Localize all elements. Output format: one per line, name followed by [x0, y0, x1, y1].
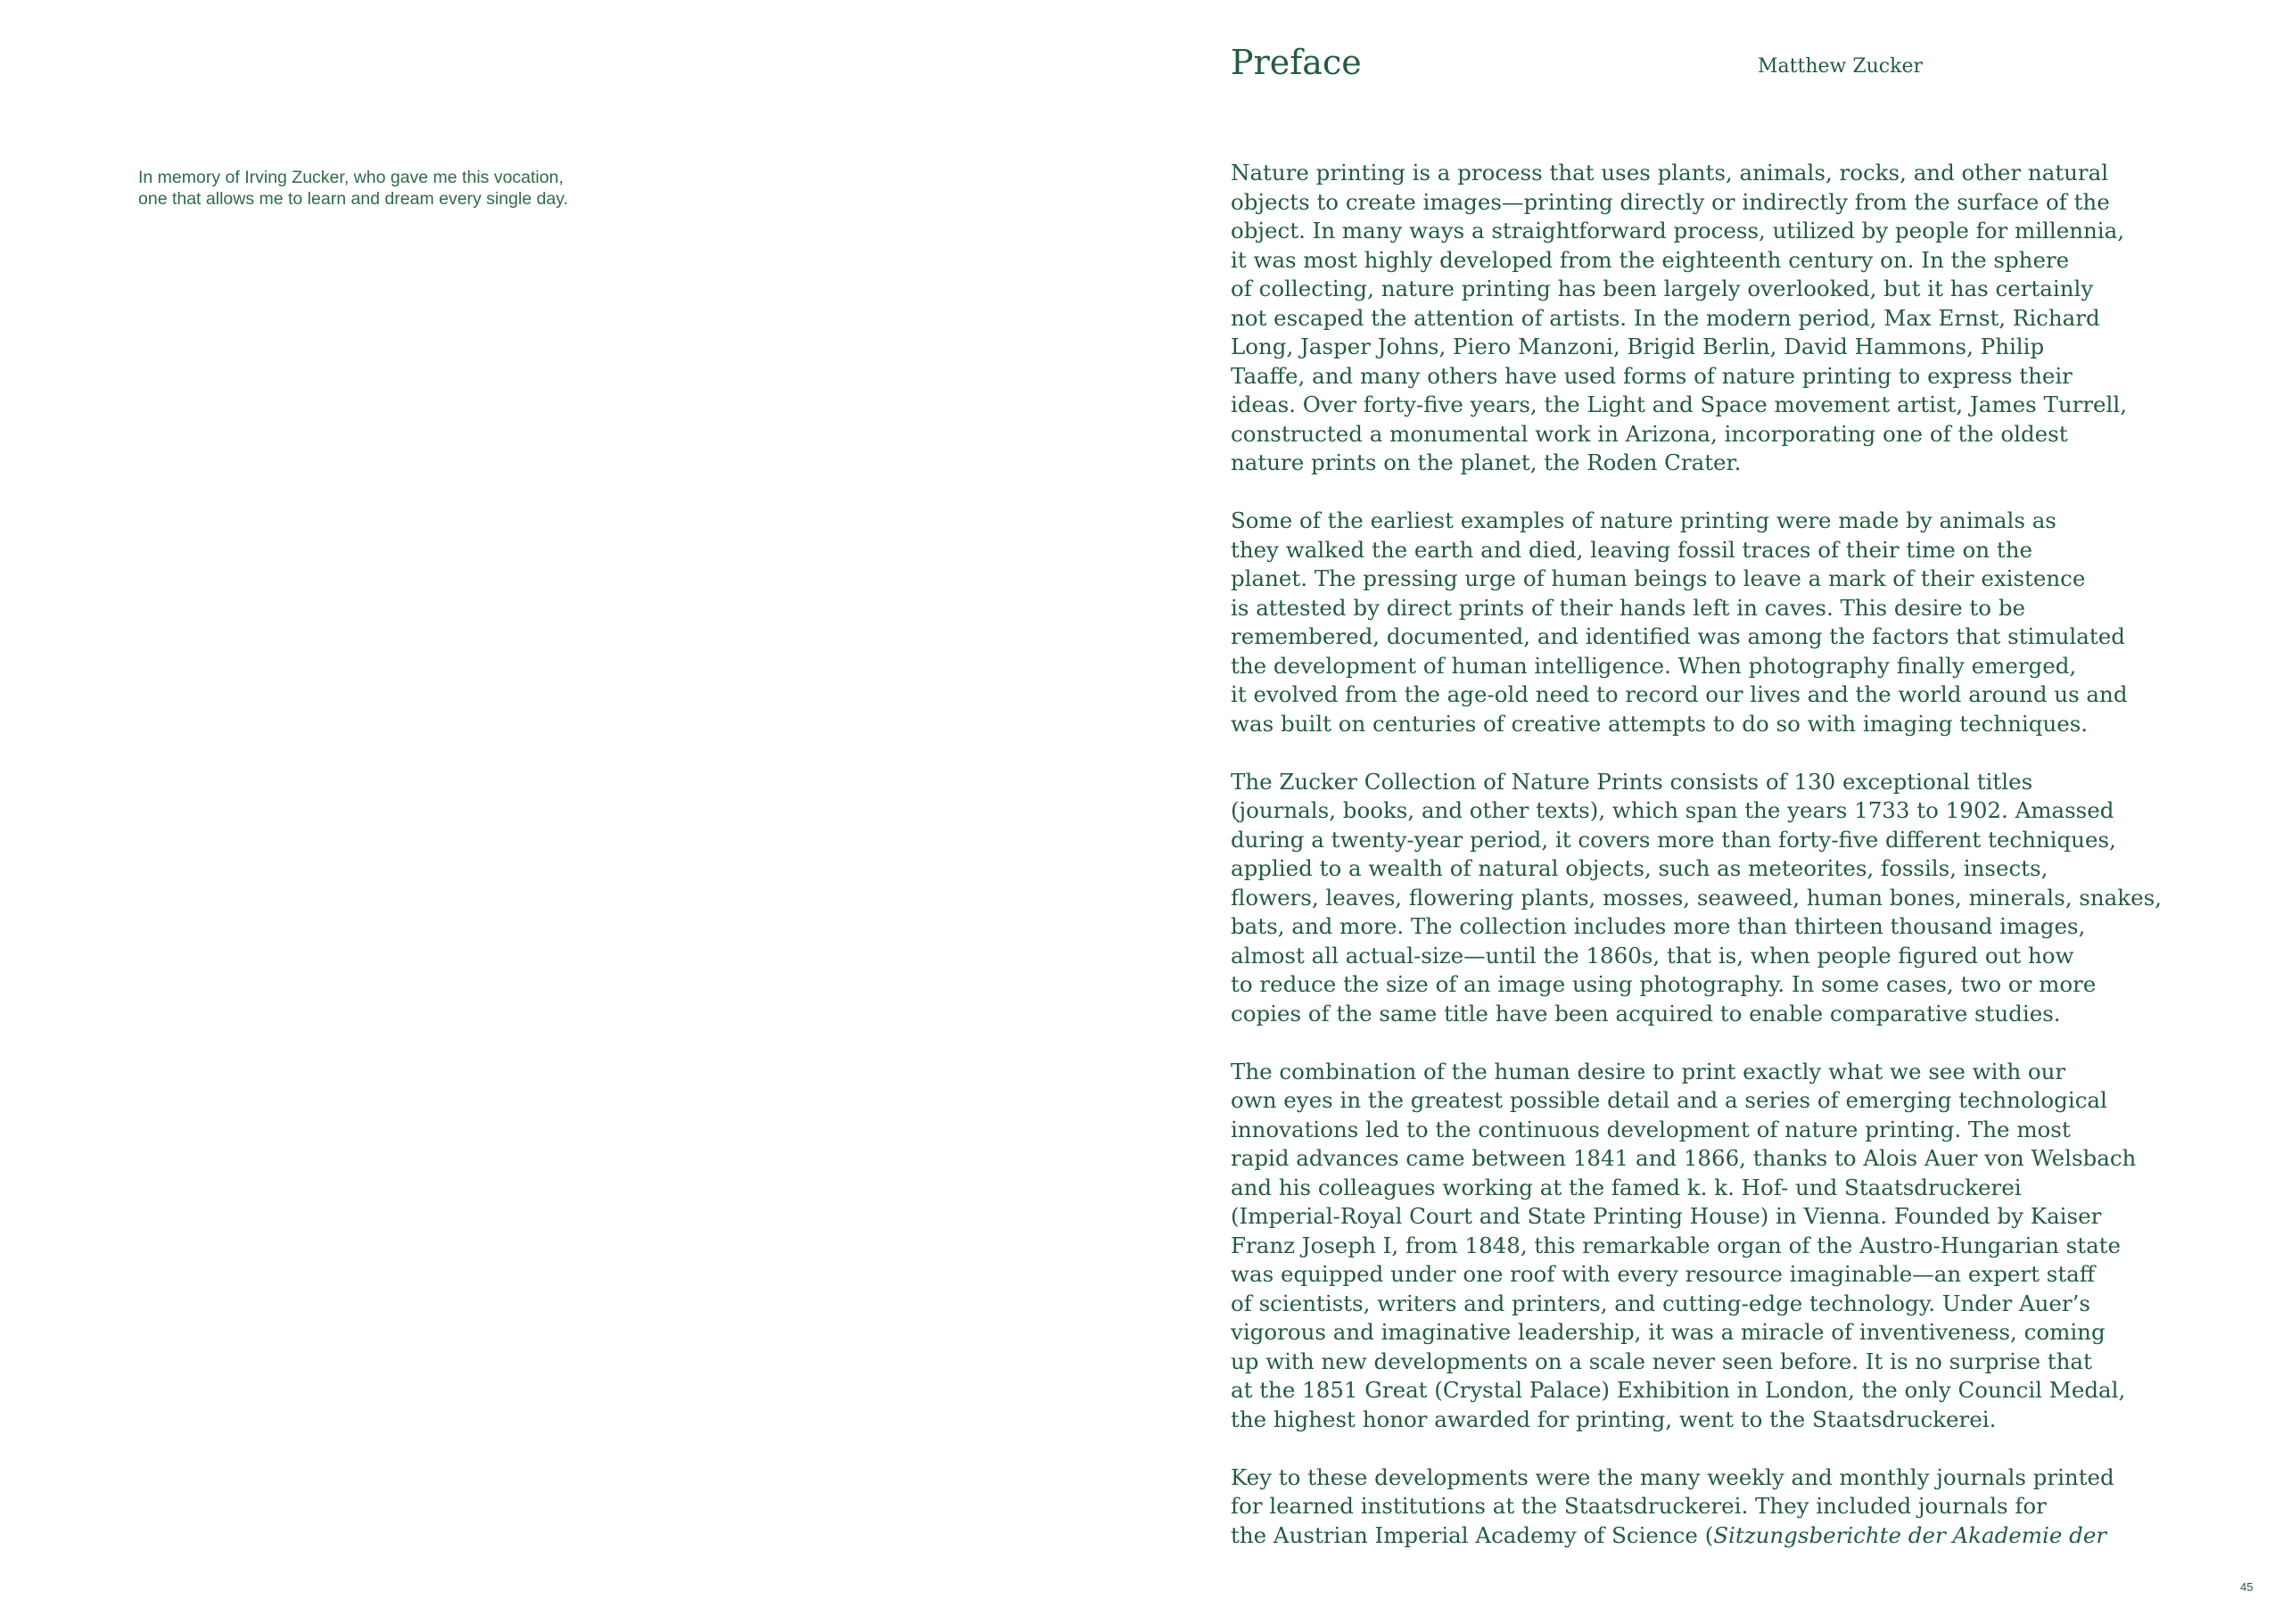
text-line: flowers, leaves, flowering plants, mosses, seaweed, human bones, minerals, snakes, [1231, 884, 2162, 911]
text-line: (Imperial-Royal Court and State Printing House) in Vienna. Founded by Kaiser [1231, 1203, 2102, 1229]
text-line: it evolved from the age-old need to record our lives and the world around us and [1231, 681, 2128, 707]
text-line: Franz Joseph I, from 1848, this remarkable organ of the Austro-Hungarian state [1231, 1232, 2122, 1258]
text-line: at the 1851 Great (Crystal Palace) Exhibition in London, the only Council Medal, [1231, 1377, 2126, 1403]
text-line: rapid advances came between 1841 and 1866, thanks to Alois Auer von Welsbach [1231, 1145, 2137, 1171]
text-line: own eyes in the greatest possible detail and a series of emerging technological [1231, 1087, 2107, 1113]
text-line: Nature printing is a process that uses plants, animals, rocks, and other natural [1231, 160, 2109, 185]
text-line: Long, Jasper Johns, Piero Manzoni, Brigid Berlin, David Hammons, Philip [1231, 334, 2045, 359]
text-line: ideas. Over forty-five years, the Light and Space movement artist, James Turrell, [1231, 392, 2128, 417]
paragraph-3 [1231, 768, 2162, 1029]
text-line: nature prints on the planet, the Roden Crater. [1231, 449, 1742, 475]
page-title: Preface [1231, 43, 1362, 82]
text-line: Taaffe, and many others have used forms of nature printing to express their [1231, 362, 2073, 389]
text-line: the development of human intelligence. When photography finally emerged, [1231, 652, 2077, 679]
text-line: is attested by direct prints of their hands left in caves. This desire to be [1231, 594, 2025, 621]
text-line: The combination of the human desire to print exactly what we see with our [1231, 1058, 2066, 1084]
text-line: innovations led to the continuous development of nature printing. The most [1231, 1116, 2071, 1142]
paragraph-1 [1231, 159, 2128, 478]
text-line: not escaped the attention of artists. In the modern period, Max Ernst, Richard [1231, 304, 2100, 331]
text-line: was built on centuries of creative attempts to do so with imaging techniques. [1231, 710, 2089, 737]
text-line: object. In many ways a straightforward process, utilized by people for millennia, [1231, 218, 2124, 243]
text-line: planet. The pressing urge of human beings to leave a mark of their existence [1231, 565, 2086, 591]
text-line: almost all actual-size—until the 1860s, that is, when people figured out how [1231, 942, 2074, 969]
paragraph-2 [1231, 507, 2128, 738]
text-line: objects to create images—printing directly or indirectly from the surface of the [1231, 188, 2110, 215]
text-line: the highest honor awarded for printing, went to the Staatsdruckerei. [1231, 1406, 1997, 1432]
text-line: it was most highly developed from the eighteenth century on. In the sphere [1231, 246, 2070, 273]
text-line: remembered, documented, and identified was among the factors that stimulated [1231, 623, 2125, 649]
journal-title-italic: Sitzungsberichte der Akademie der [1713, 1521, 2107, 1548]
text-line-prefix: the Austrian Imperial Academy of Science ( [1231, 1521, 1714, 1548]
text-line: during a twenty-year period, it covers more than forty-five different techniques, [1231, 826, 2116, 853]
paragraph-4 [1231, 1058, 2137, 1435]
text-line: bats, and more. The collection includes more than thirteen thousand images, [1231, 913, 2086, 939]
text-line: applied to a wealth of natural objects, such as meteorites, fossils, insects, [1231, 855, 2048, 881]
page-number: 45 [2240, 1580, 2254, 1594]
dedication [138, 167, 602, 210]
text-line: vigorous and imaginative leadership, it was a miracle of inventiveness, coming [1231, 1319, 2106, 1345]
paragraph-5 [1231, 1463, 2122, 1551]
text-line: constructed a monumental work in Arizona, incorporating one of the oldest [1231, 420, 2068, 447]
text-line: copies of the same title have been acquired to enable comparative studies. [1231, 1000, 2061, 1026]
dedication-line: In memory of Irving Zucker, who gave me this vocation, [138, 168, 564, 187]
text-line: for learned institutions at the Staatsdruckerei. They included journals for [1231, 1493, 2047, 1519]
text-line [1231, 1521, 2122, 1551]
text-line: The Zucker Collection of Nature Prints consists of 130 exceptional titles [1231, 768, 2033, 795]
text-line: was equipped under one roof with every resource imaginable—an expert staff [1231, 1261, 2096, 1287]
text-line: they walked the earth and died, leaving fossil traces of their time on the [1231, 536, 2032, 563]
text-line: Some of the earliest examples of nature printing were made by animals as [1231, 507, 2056, 533]
text-line: up with new developments on a scale never seen before. It is no surprise that [1231, 1348, 2092, 1374]
text-line: of scientists, writers and printers, and cutting-edge technology. Under Auer’s [1231, 1290, 2091, 1316]
text-line: Key to these developments were the many weekly and monthly journals printed [1231, 1463, 2114, 1490]
text-line: (journals, books, and other texts), which span the years 1733 to 1902. Amassed [1231, 797, 2114, 823]
text-line: to reduce the size of an image using photography. In some cases, two or more [1231, 971, 2097, 997]
text-line: of collecting, nature printing has been largely overlooked, but it has certainly [1231, 276, 2094, 301]
author-name: Matthew Zucker [1758, 55, 1923, 78]
text-line: and his colleagues working at the famed k. k. Hof- und Staatsdruckerei [1231, 1174, 2022, 1200]
preface-body [1231, 159, 2162, 1579]
dedication-line: one that allows me to learn and dream every single day. [138, 189, 568, 209]
